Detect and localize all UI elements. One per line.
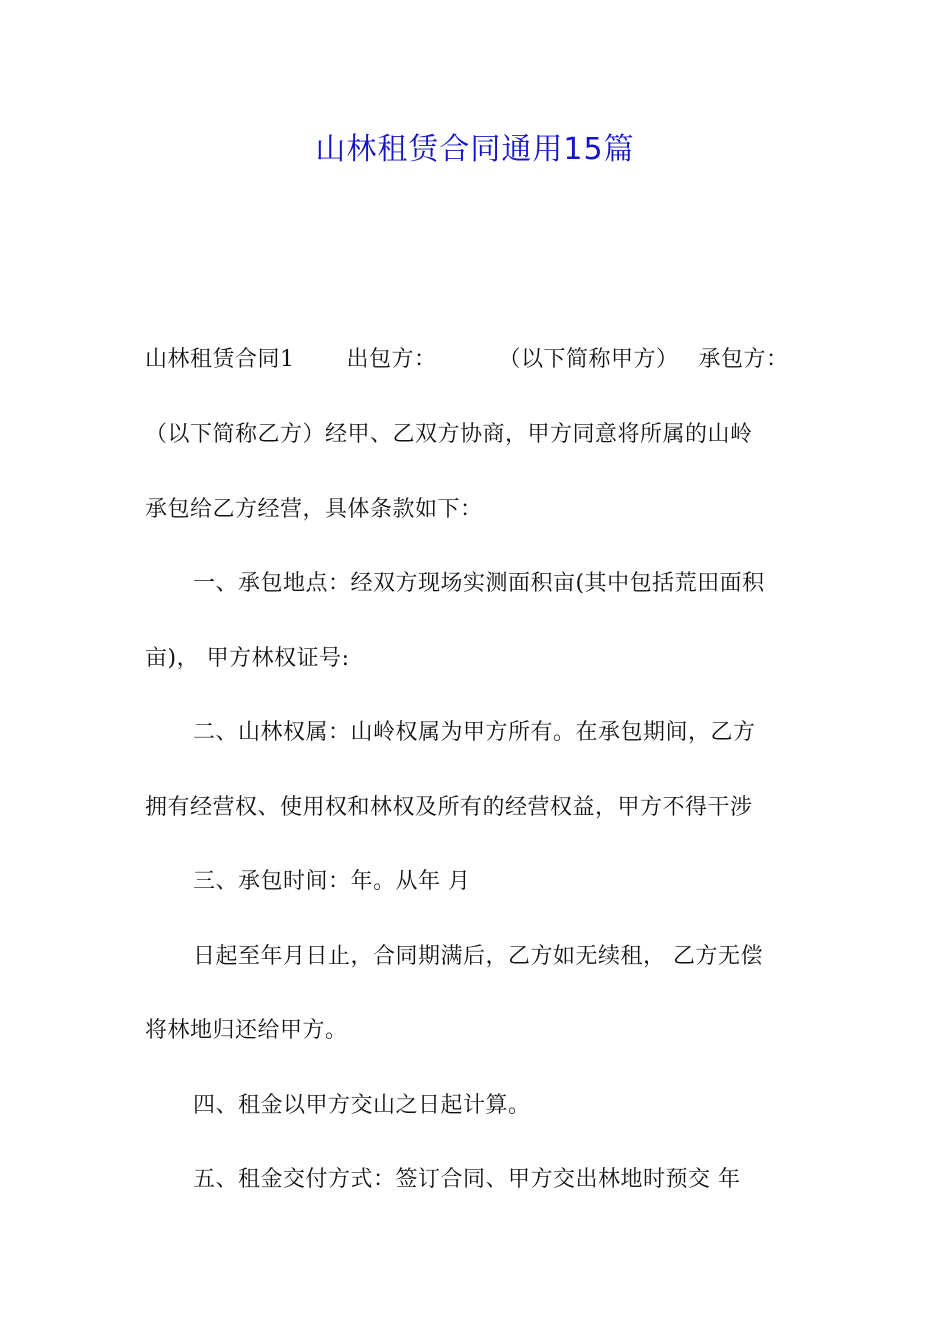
contract-heading: 山林租赁合同1 <box>145 347 295 372</box>
paragraph-line-2: （以下简称乙方）经甲、乙双方协商，甲方同意将所属的山岭 <box>145 422 753 447</box>
clause-2-line-1: 二、山林权属：山岭权属为甲方所有。在承包期间，乙方 <box>193 720 756 745</box>
clause-3-line-1: 三、承包时间：年。从年 月 <box>193 869 471 894</box>
clause-5-line-1: 五、租金交付方式：签订合同、甲方交出林地时预交 年 <box>193 1167 741 1192</box>
clause-3-line-2: 日起至年月日止，合同期满后，乙方如无续租， 乙方无偿 <box>193 944 763 969</box>
clause-4-line-1: 四、租金以甲方交山之日起计算。 <box>193 1093 531 1118</box>
contractor-label: 承包方： <box>698 347 789 372</box>
issuer-label: 出包方： <box>346 347 437 372</box>
document-title: 山林租赁合同通用15篇 <box>315 132 635 167</box>
paragraph-line-1 <box>145 345 789 375</box>
paragraph-line-3: 承包给乙方经营，具体条款如下： <box>145 497 483 522</box>
clause-2-line-2: 拥有经营权、使用权和林权及所有的经营权益，甲方不得干涉 <box>145 795 753 820</box>
clause-3-line-3: 将林地归还给甲方。 <box>145 1018 348 1043</box>
clause-1-line-2: 亩)， 甲方林权证号: <box>145 646 350 671</box>
clause-1-line-1: 一、承包地点：经双方现场实测面积亩(其中包括荒田面积 <box>193 571 765 596</box>
party-a-note: （以下简称甲方） <box>498 347 679 372</box>
